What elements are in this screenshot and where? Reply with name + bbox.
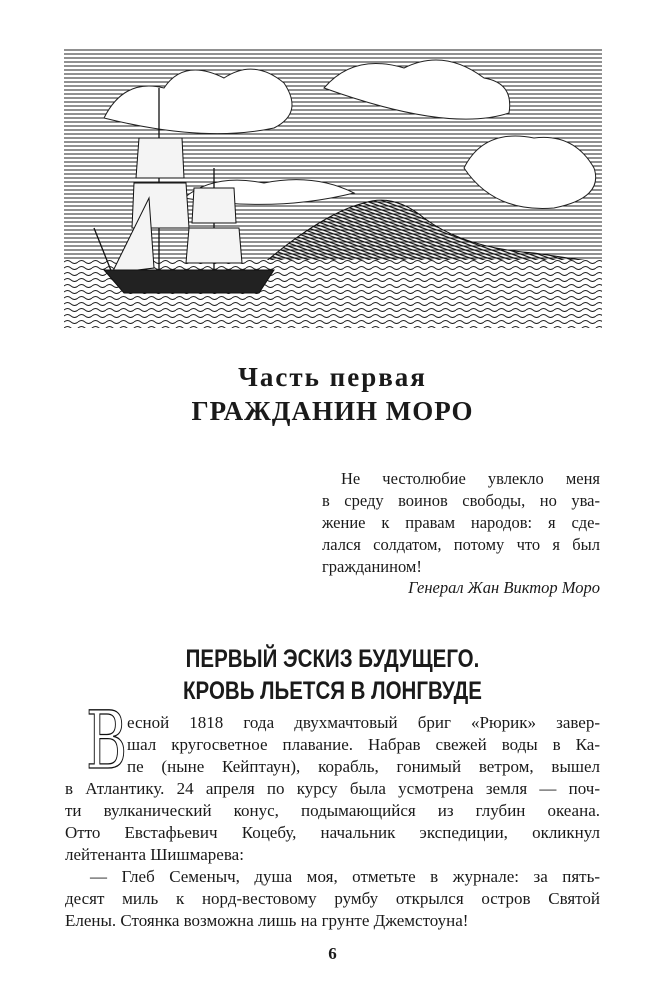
part-title: ГРАЖДАНИН МОРО xyxy=(191,396,474,426)
epigraph-attribution: Генерал Жан Виктор Моро xyxy=(408,578,600,597)
ship-engraving-illustration xyxy=(64,48,602,328)
body-line: ти вулканический конус, подымающийся из глубин океана. xyxy=(65,801,600,820)
chapter-title-line: ПЕРВЫЙ ЭСКИЗ БУДУЩЕГО. xyxy=(185,645,480,673)
epigraph-line: Не честолюбие увлекло меня xyxy=(341,469,600,488)
body-line: десят миль к норд-вестовому румбу открылся остров Святой xyxy=(65,889,600,908)
epigraph-line: гражданином! xyxy=(322,557,422,576)
body-line: есной 1818 года двухмачтовый бриг «Рюрик» завер- xyxy=(127,713,600,732)
epigraph-line: в среду воинов свободы, но ува- xyxy=(322,491,600,510)
body-line: шал кругосветное плавание. Набрав свежей воды в Ка- xyxy=(127,735,600,754)
body-line: Отто Евстафьевич Коцебу, начальник экспедиции, окликнул xyxy=(65,823,600,842)
page-number: 6 xyxy=(328,944,337,963)
epigraph-line: жение к правам народов: я сде- xyxy=(322,513,600,532)
body-line: лейтенанта Шишмарева: xyxy=(65,845,244,864)
body-line: в Атлантику. 24 апреля по курсу была усмотрена земля — поч- xyxy=(65,779,600,798)
part-label: Часть первая xyxy=(238,362,427,392)
body-line: пе (ныне Кейптаун), корабль, гонимый ветром, вышел xyxy=(127,757,600,776)
epigraph-line: лался солдатом, потому что я был xyxy=(322,535,600,554)
drop-cap: В xyxy=(86,694,128,787)
body-line: — Глеб Семеныч, душа моя, отметьте в журнале: за пять- xyxy=(90,867,600,886)
body-line: Елены. Стоянка возможна лишь на грунте Джемстоуна! xyxy=(65,911,469,930)
chapter-title-line: КРОВЬ ЛЬЕТСЯ В ЛОНГВУДЕ xyxy=(183,677,482,705)
